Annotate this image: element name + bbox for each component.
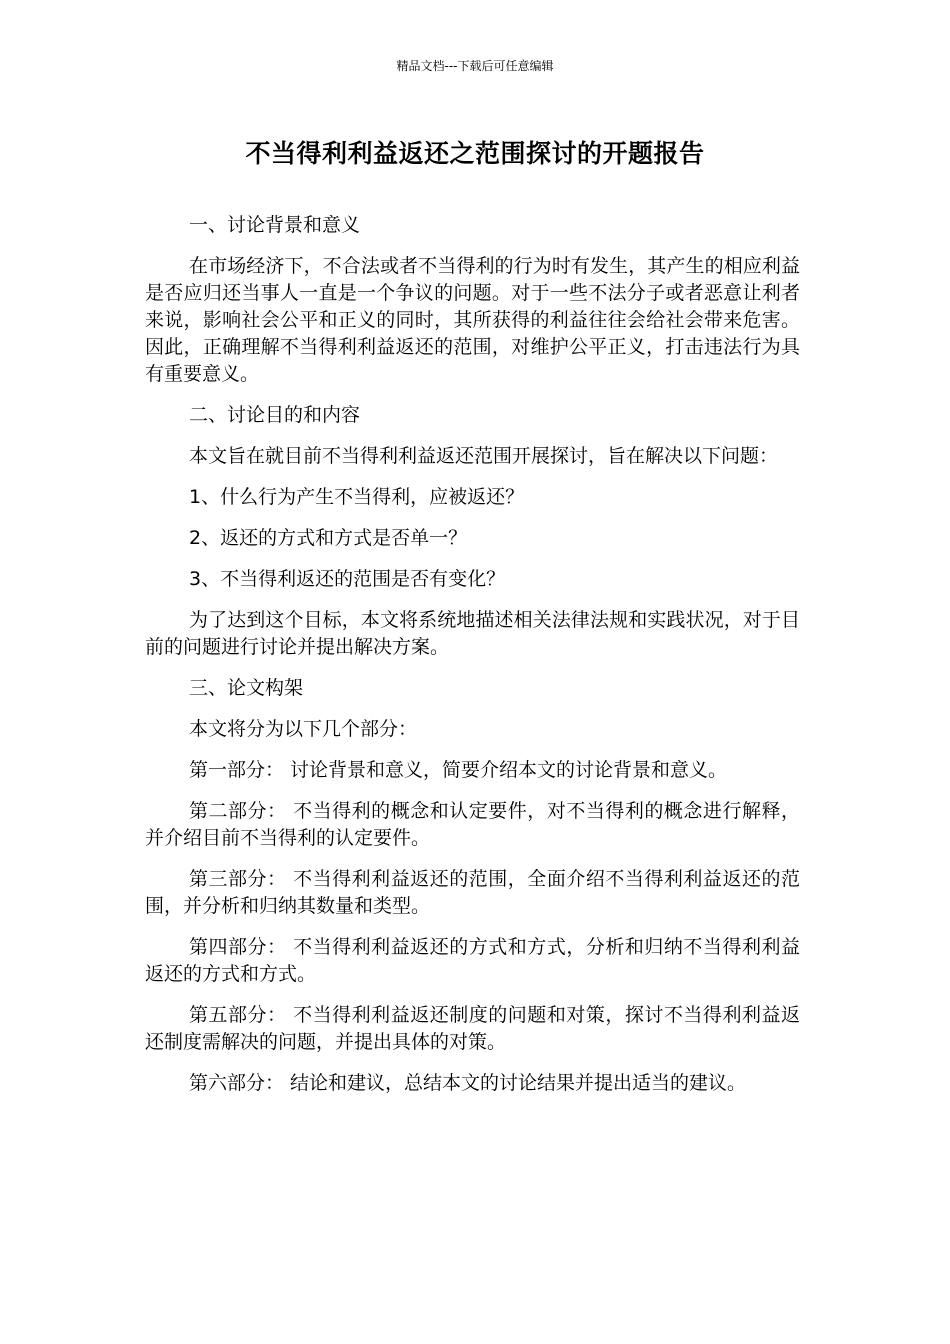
- section-heading-structure: 三、论文构架: [189, 677, 304, 699]
- header-note: 精品文档---下载后可任意编辑: [396, 59, 554, 73]
- part-item-5: 第五部分： 不当得利利益返还制度的问题和对策，探讨不当得利利益返还制度需解决的问题，并提出具体的对策。: [145, 1004, 800, 1053]
- question-item-1: 1、什么行为产生不当得利，应被返还？: [189, 486, 525, 508]
- paragraph-structure-intro: 本文将分为以下几个部分：: [189, 718, 418, 740]
- question-item-2: 2、返还的方式和方式是否单一？: [189, 527, 468, 549]
- section-heading-background: 一、讨论背景和意义: [189, 214, 361, 236]
- section-heading-purpose: 二、讨论目的和内容: [189, 404, 361, 426]
- question-item-3: 3、不当得利返还的范围是否有变化？: [189, 568, 506, 590]
- document-title: 不当得利利益返还之范围探讨的开题报告: [245, 139, 705, 168]
- paragraph-goal: 为了达到这个目标，本文将系统地描述相关法律法规和实践状况，对于目前的问题进行讨论并提出解决方案。: [145, 609, 800, 658]
- part-item-4: 第四部分： 不当得利利益返还的方式和方式，分析和归纳不当得利利益返还的方式和方式。: [145, 936, 800, 985]
- part-item-6: 第六部分： 结论和建议，总结本文的讨论结果并提出适当的建议。: [189, 1072, 747, 1094]
- document-body: [145, 212, 800, 1111]
- part-item-3: 第三部分： 不当得利利益返还的范围，全面介绍不当得利利益返还的范围，并分析和归纳其数量和类型。: [145, 868, 800, 917]
- paragraph-background: 在市场经济下，不合法或者不当得利的行为时有发生，其产生的相应利益是否应归还当事人一直是一个争议的问题。对于一些不法分子或者恶意让利者来说，影响社会公平和正义的同时，其所获得的利益往往会给社会带来危害。因此，正确理解不当得利利益返还的范围，对维护公平正义，打击违法行为具有重要意义。: [145, 255, 800, 385]
- part-item-1: 第一部分： 讨论背景和意义，简要介绍本文的讨论背景和意义。: [189, 759, 728, 781]
- paragraph-purpose: 本文旨在就目前不当得利利益返还范围开展探讨，旨在解决以下问题：: [189, 445, 779, 467]
- part-item-2: 第二部分： 不当得利的概念和认定要件，对不当得利的概念进行解释，并介绍目前不当得利的认定要件。: [145, 800, 800, 849]
